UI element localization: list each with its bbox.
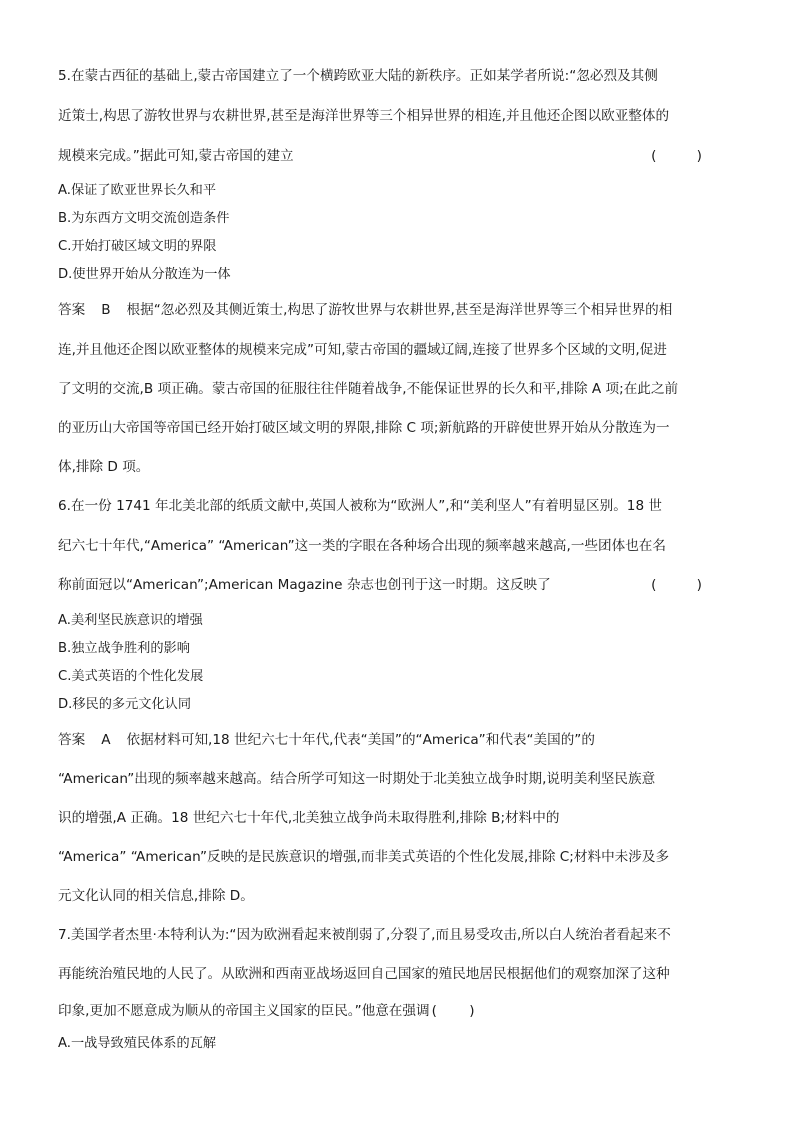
option-d: D.使世界开始从分散连为一体 xyxy=(58,267,231,282)
question-7-stem-line-1: 7.美国学者杰里·本特利认为:“因为欧洲看起来被削弱了,分裂了,而且易受攻击,所以白人统治者看起来不 xyxy=(58,927,671,943)
question-6-stem-line-3 xyxy=(58,575,724,595)
option-c: C.开始打破区域文明的界限 xyxy=(58,239,217,254)
option-b: B.为东西方文明交流创造条件 xyxy=(58,211,230,226)
explanation-line: 的亚历山大帝国等帝国已经开始打破区域文明的界限,排除 C 项;新航路的开辟使世界开始从分散连为一 xyxy=(58,420,670,436)
explanation-line: 元文化认同的相关信息,排除 D。 xyxy=(58,888,254,904)
question-7-stem-line-2: 再能统治殖民地的人民了。从欧洲和西南亚战场返回自己国家的殖民地居民根据他们的观察加深了这种 xyxy=(58,966,670,982)
question-5-stem-line-1: 5.在蒙古西征的基础上,蒙古帝国建立了一个横跨欧亚大陆的新秩序。正如某学者所说:“忽必烈及其侧 xyxy=(58,68,658,84)
option-c: C.美式英语的个性化发展 xyxy=(58,669,204,684)
explanation-line: “America” “American”反映的是民族意识的增强,而非美式英语的个性化发展,排除 C;材料中未涉及多 xyxy=(58,849,670,865)
explanation-line: 连,并且他还企图以欧亚整体的规模来完成”可知,蒙古帝国的疆域辽阔,连接了世界多个区域的文明,促进 xyxy=(58,342,667,358)
explanation-line: “American”出现的频率越来越高。结合所学可知这一时期处于北美独立战争时期,说明美利坚民族意 xyxy=(58,771,656,787)
explanation-line: 识的增强,A 正确。18 世纪六七十年代,北美独立战争尚未取得胜利,排除 B;材料中的 xyxy=(58,810,560,826)
answer-label: 答案 xyxy=(58,732,86,748)
explanation-text: 依据材料可知,18 世纪六七十年代,代表“美国”的“America”和代表“美国的”的 xyxy=(126,732,595,748)
option-d: D.移民的多元文化认同 xyxy=(58,697,192,712)
explanation-text: 根据“忽必烈及其侧近策士,构思了游牧世界与农耕世界,甚至是海洋世界等三个相异世界的相 xyxy=(126,302,673,318)
question-6-stem-text: 称前面冠以“American”;American Magazine 杂志也创刊于这一时期。这反映了 xyxy=(58,577,551,593)
question-5-stem-text: 规模来完成。”据此可知,蒙古帝国的建立 xyxy=(58,148,294,164)
option-a: A.美利坚民族意识的增强 xyxy=(58,613,203,628)
question-7-stem-text: 印象,更加不愿意成为顺从的帝国主义国家的臣民。”他意在强调 xyxy=(58,1003,430,1019)
question-5-stem-line-2: 近策士,构思了游牧世界与农耕世界,甚至是海洋世界等三个相异世界的相连,并且他还企图以欧亚整体的 xyxy=(58,108,670,124)
question-6-stem-line-2: 纪六七十年代,“America” “American”这一类的字眼在各种场合出现的频率越来越高,一些团体也在名 xyxy=(58,538,666,554)
answer-bracket: ( ) xyxy=(651,577,720,593)
answer-bracket: ( ) xyxy=(431,1003,489,1019)
option-b: B.独立战争胜利的影响 xyxy=(58,641,190,656)
question-5-stem-line-3 xyxy=(58,146,724,166)
answer-letter: B xyxy=(101,302,111,318)
option-a: A.保证了欧亚世界长久和平 xyxy=(58,183,217,198)
question-6-stem-line-1: 6.在一份 1741 年北美北部的纸质文献中,英国人被称为“欧洲人”,和“美利坚人”有着明显区别。18 世 xyxy=(58,498,663,514)
explanation-line: 体,排除 D 项。 xyxy=(58,459,150,475)
question-7-stem-line-3 xyxy=(58,1001,724,1021)
answer-line-1 xyxy=(58,730,724,750)
answer-label: 答案 xyxy=(58,302,86,318)
answer-line-1 xyxy=(58,300,724,320)
answer-bracket: ( ) xyxy=(651,148,720,164)
explanation-line: 了文明的交流,B 项正确。蒙古帝国的征服往往伴随着战争,不能保证世界的长久和平,排除 A 项;在此之前 xyxy=(58,381,679,397)
option-a: A.一战导致殖民体系的瓦解 xyxy=(58,1036,217,1051)
answer-letter: A xyxy=(101,732,111,748)
